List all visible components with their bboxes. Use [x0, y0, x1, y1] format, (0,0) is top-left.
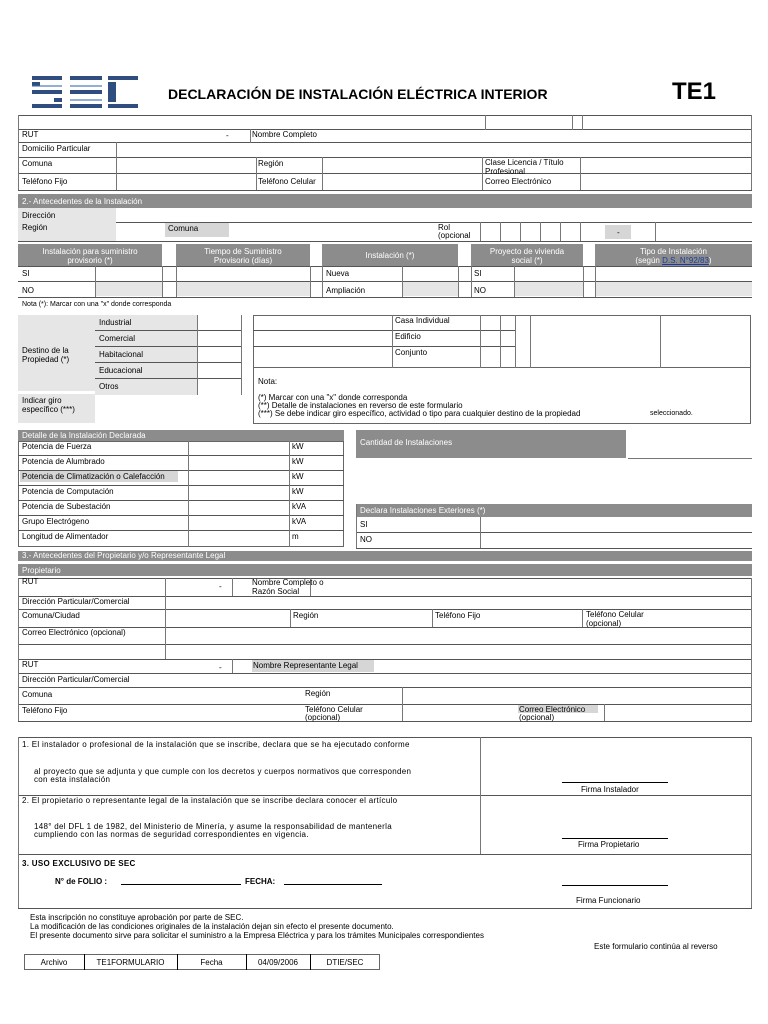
divider — [253, 330, 515, 331]
comuna-label: Comuna — [22, 159, 53, 168]
notas-box — [253, 368, 751, 424]
casa-table — [253, 315, 751, 368]
correo-label: Correo Electrónico — [519, 705, 586, 714]
divider — [18, 854, 752, 855]
divider — [188, 441, 189, 547]
divider — [232, 659, 233, 673]
divider — [176, 266, 177, 297]
cantidad-header — [356, 430, 626, 458]
divider — [392, 315, 393, 368]
divider — [18, 908, 752, 909]
declaracion-1a: 1. El instalador o profesional de la instalación que se inscribe, declara que se ha ejecutado conforme — [22, 740, 410, 749]
divider — [18, 578, 752, 579]
divider — [515, 315, 516, 368]
divider — [18, 515, 344, 516]
divider — [290, 609, 291, 627]
divider — [18, 500, 344, 501]
telefono-fijo-label: Teléfono Fijo — [22, 177, 68, 186]
divider — [480, 315, 481, 368]
divider — [485, 115, 486, 130]
divider — [402, 266, 403, 297]
rut-dash: - — [226, 131, 229, 140]
divider — [18, 266, 752, 267]
giro-field[interactable] — [97, 396, 241, 421]
divider — [95, 362, 241, 363]
clase-licencia-label: Clase Licencia / Título — [485, 158, 564, 167]
page-title: DECLARACIÓN DE INSTALACIÓN ELÉCTRICA INTERIOR — [168, 86, 548, 102]
divider — [356, 548, 752, 549]
divider — [402, 687, 403, 721]
nota-3: (***) Se debe indicar giro específico, actividad o tipo para cualquier destino de la propiedad — [258, 409, 581, 418]
nueva-label: Nueva — [326, 269, 350, 278]
correo-label: Correo Electrónico — [485, 177, 552, 186]
divider — [256, 157, 257, 190]
footer-dtie: DTIE/SEC — [326, 958, 364, 967]
rol-sub-label: (opcional — [438, 231, 471, 240]
footer-fecha-value: 04/09/2006 — [257, 958, 299, 967]
divider — [18, 687, 752, 688]
firma-funcionario: Firma Funcionario — [576, 896, 641, 905]
si-label: SI — [474, 269, 482, 278]
divider — [604, 704, 605, 721]
tipo-sub-suffix: ) — [708, 256, 712, 265]
footer-formulario: TE1FORMULARIO — [96, 958, 165, 967]
propietario-label: Propietario — [22, 566, 61, 575]
divider — [18, 115, 19, 190]
direccion-field[interactable] — [118, 209, 750, 221]
divider — [18, 297, 752, 298]
destino-label: Destino de la Propiedad (*) — [22, 346, 70, 364]
divider — [18, 190, 752, 191]
si-label: SI — [360, 520, 368, 529]
potencia-fuerza-unit: kW — [292, 442, 304, 451]
divider — [480, 737, 481, 854]
grupo-electrogeno-unit: kVA — [292, 517, 307, 526]
footer-archivo: Archivo — [40, 958, 68, 967]
potencia-subestacion-unit: kVA — [292, 502, 307, 511]
divider — [95, 330, 241, 331]
declaracion-2c: cumpliendo con las normas de seguridad correspondientes en vigencia. — [34, 830, 309, 839]
destino-comercial: Comercial — [99, 334, 136, 343]
declaracion-1c: con esta instalación — [34, 775, 111, 784]
comuna-ciudad-label: Comuna/Ciudad — [22, 611, 80, 620]
exteriores-label: Declara Instalaciones Exteriores (*) — [360, 506, 486, 515]
region-label: Región — [22, 223, 48, 232]
casa-individual: Casa Individual — [395, 316, 450, 325]
field-cell[interactable] — [176, 282, 310, 296]
divider — [95, 346, 241, 347]
ds-link[interactable]: D.S. N°92/83 — [662, 256, 709, 265]
destino-otros: Otros — [99, 382, 119, 391]
potencia-alumbrado-unit: kW — [292, 457, 304, 466]
divider — [595, 266, 596, 297]
continua-reverso: Este formulario continúa al reverso — [594, 942, 718, 951]
tipo-sub-prefix: (según — [635, 256, 663, 265]
folio-label: N° de FOLIO : — [55, 877, 108, 886]
destino-industrial: Industrial — [99, 318, 132, 327]
potencia-fuerza: Potencia de Fuerza — [22, 442, 92, 451]
divider — [500, 222, 501, 241]
divider — [540, 222, 541, 241]
divider — [250, 129, 251, 143]
form-code: TE1 — [672, 78, 717, 105]
fecha-label: FECHA: — [245, 877, 276, 886]
casa-edificio: Edificio — [395, 332, 421, 341]
divider — [572, 115, 573, 130]
divider — [751, 737, 752, 908]
grupo-electrogeno: Grupo Electrógeno — [22, 517, 90, 526]
signature-line — [562, 838, 668, 839]
field-cell[interactable] — [595, 282, 752, 296]
divider — [18, 530, 344, 531]
domicilio-label: Domicilio Particular — [22, 144, 91, 153]
divider — [165, 578, 166, 659]
nombre-rep-label: Nombre Representante Legal — [253, 661, 358, 670]
telefono-celular-label: Teléfono Celular — [258, 177, 316, 186]
longitud-alimentador-unit: m — [292, 532, 299, 541]
checkbox-cell[interactable] — [402, 282, 458, 296]
rol-dash: - — [617, 228, 620, 237]
divider — [582, 609, 583, 627]
nombre-completo-field[interactable] — [330, 130, 750, 141]
footer-note-3: El presente documento sirve para solicitar el suministro a la Empresa Eléctrica y para los trámites Municipales correspondientes — [30, 931, 484, 940]
giro-label: Indicar giro específico (***) — [22, 396, 75, 414]
telefono-celular-label: Teléfono Celular — [586, 610, 644, 619]
no-label: NO — [22, 286, 34, 295]
casa-conjunto: Conjunto — [395, 348, 428, 357]
divider — [116, 142, 117, 190]
divider — [356, 532, 752, 533]
nota-4: seleccionado. — [650, 410, 693, 417]
divider — [660, 315, 661, 368]
profesional-label: Profesional — [485, 167, 526, 176]
divider — [520, 222, 521, 241]
direccion-label: Dirección — [22, 211, 56, 220]
rut-label: RUT — [22, 130, 39, 139]
divider — [322, 266, 323, 297]
exteriores-header — [356, 504, 752, 517]
correo-opc-label: Correo Electrónico (opcional) — [22, 628, 126, 637]
divider — [458, 266, 459, 297]
razon-social-label: Razón Social — [252, 587, 300, 596]
divider — [580, 222, 581, 241]
footer-note-2: La modificación de las condiciones originales de la instalación dejan sin efecto el presente documento. — [30, 922, 394, 931]
header-text: Instalación para suministro provisorio (*) — [42, 247, 138, 265]
potencia-alumbrado: Potencia de Alumbrado — [22, 457, 105, 466]
divider — [356, 504, 357, 548]
section3-title: 3.- Antecedentes del Propietario y/o Representante Legal — [22, 551, 226, 560]
potencia-computacion-unit: kW — [292, 487, 304, 496]
detalle-title: Detalle de la Instalación Declarada — [22, 431, 146, 440]
rut-label: RUT — [22, 577, 39, 586]
divider — [751, 115, 752, 190]
comuna-label: Comuna — [22, 690, 53, 699]
header-text: Tiempo de Suministro Provisorio (días) — [204, 247, 282, 265]
section2-header — [18, 194, 752, 208]
nombre-completo-label: Nombre Completo — [252, 130, 317, 139]
propietario-header — [18, 564, 752, 576]
potencia-subestacion: Potencia de Subestación — [22, 502, 111, 511]
divider — [18, 673, 752, 674]
cantidad-field[interactable] — [628, 430, 752, 459]
declaracion-1b: al proyecto que se adjunta y que cumple con los decretos y cuerpos normativos que corresponden — [34, 767, 412, 776]
potencia-climatizacion: Potencia de Climatización o Calefacción — [22, 472, 165, 481]
nombre-razon-label: Nombre Completo o — [252, 578, 324, 587]
header-tipo-instalacion — [595, 244, 752, 266]
region-label: Región — [258, 159, 284, 168]
no-label: NO — [474, 286, 486, 295]
divider — [310, 266, 311, 297]
destino-habitacional: Habitacional — [99, 350, 144, 359]
comuna-label: Comuna — [168, 224, 199, 233]
nota-2: (**) Detalle de instalaciones en reverso de este formulario — [258, 401, 463, 410]
divider — [95, 378, 241, 379]
potencia-climatizacion-unit: kW — [292, 472, 304, 481]
section3-header — [18, 551, 752, 561]
divider — [232, 578, 233, 596]
divider — [241, 315, 242, 395]
detalle-header — [18, 430, 344, 441]
declaracion-3: 3. USO EXCLUSIVO DE SEC — [22, 859, 136, 868]
direccion-label: Dirección Particular/Comercial — [22, 675, 130, 684]
opcional-label: (opcional) — [519, 713, 555, 722]
divider — [18, 115, 752, 116]
header-vivienda-social — [471, 244, 583, 266]
divider — [471, 266, 472, 297]
checkbox-cell[interactable] — [95, 282, 162, 296]
ampliacion-label: Ampliación — [326, 286, 366, 295]
divider — [580, 157, 581, 190]
declaracion-2b: 148° del DFL 1 de 1982, del Ministerio de Minería, y asume la responsabilidad de mantenerla — [34, 822, 392, 831]
firma-instalador: Firma Instalador — [581, 785, 639, 794]
header-text: Proyecto de vivienda social (*) — [489, 247, 565, 265]
nota-marcar: Nota (*): Marcar con una "x" donde corresponda — [22, 301, 172, 308]
firma-propietario: Firma Propietario — [578, 840, 640, 849]
divider — [514, 266, 515, 297]
divider — [18, 704, 752, 705]
sec-logo-icon — [30, 74, 142, 112]
declaracion-2a: 2. El propietario o representante legal de la instalación que se inscribe declara conocer el artículo — [22, 796, 398, 805]
opcional-label: (opcional) — [305, 713, 341, 722]
footer-fecha-label: Fecha — [200, 958, 223, 967]
divider — [18, 721, 752, 722]
no-label: NO — [360, 535, 372, 544]
divider — [95, 266, 96, 297]
tipo-sub — [595, 256, 752, 265]
signature-line — [562, 885, 668, 886]
header-text: Tipo de Instalación — [640, 247, 707, 256]
sec-logo — [30, 74, 142, 112]
rut-dash: - — [219, 663, 222, 672]
nota-title: Nota: — [258, 377, 278, 386]
divider — [655, 222, 656, 241]
divider — [197, 315, 198, 395]
si-label: SI — [22, 269, 30, 278]
section2-title: 2.- Antecedentes de la Instalación — [22, 197, 143, 206]
divider — [289, 441, 290, 547]
header-suministro-provisorio — [18, 244, 162, 266]
folio-field[interactable] — [121, 884, 241, 885]
divider — [18, 627, 752, 628]
divider — [500, 315, 501, 368]
domicilio-field[interactable] — [118, 143, 750, 156]
divider — [482, 157, 483, 190]
divider — [530, 315, 531, 368]
footer-note-1: Esta inscripción no constituye aprobación por parte de SEC. — [30, 913, 244, 922]
header-tiempo-suministro — [176, 244, 310, 266]
rol-label: Rol — [438, 223, 451, 232]
divider — [583, 266, 584, 297]
divider — [582, 115, 583, 130]
divider — [322, 157, 323, 190]
divider — [18, 173, 752, 174]
divider — [18, 644, 752, 645]
direccion-label: Dirección Particular/Comercial — [22, 597, 130, 606]
cantidad-label: Cantidad de Instalaciones — [360, 438, 453, 447]
rut-label: RUT — [22, 660, 39, 669]
divider — [18, 241, 752, 242]
divider — [18, 737, 752, 738]
nota-1: (*) Marcar con una "x" donde corresponda — [258, 393, 408, 402]
rut-dash: - — [219, 582, 222, 591]
telefono-celular-label: Teléfono Celular — [305, 705, 363, 714]
divider — [432, 609, 433, 627]
opcional-label: (opcional) — [586, 619, 622, 628]
header-text: Instalación (*) — [365, 251, 415, 260]
region-label: Región — [305, 689, 331, 698]
divider — [18, 455, 344, 456]
signature-line — [562, 782, 668, 783]
divider — [18, 659, 752, 660]
divider — [253, 346, 515, 347]
divider — [751, 659, 752, 721]
divider — [18, 659, 19, 721]
divider — [162, 266, 163, 297]
divider — [480, 222, 481, 241]
checkbox-cell[interactable] — [514, 282, 583, 296]
header-instalacion — [322, 244, 458, 266]
region-label: Región — [293, 611, 319, 620]
longitud-alimentador: Longitud de Alimentador — [22, 532, 109, 541]
fecha-field[interactable] — [284, 884, 382, 885]
divider — [480, 517, 481, 548]
potencia-computacion: Potencia de Computación — [22, 487, 114, 496]
divider — [18, 737, 19, 908]
divider — [18, 157, 752, 158]
destino-educacional: Educacional — [99, 366, 143, 375]
telefono-fijo-label: Teléfono Fijo — [22, 706, 68, 715]
divider — [560, 222, 561, 241]
divider — [18, 485, 344, 486]
telefono-fijo-label: Teléfono Fijo — [435, 611, 481, 620]
